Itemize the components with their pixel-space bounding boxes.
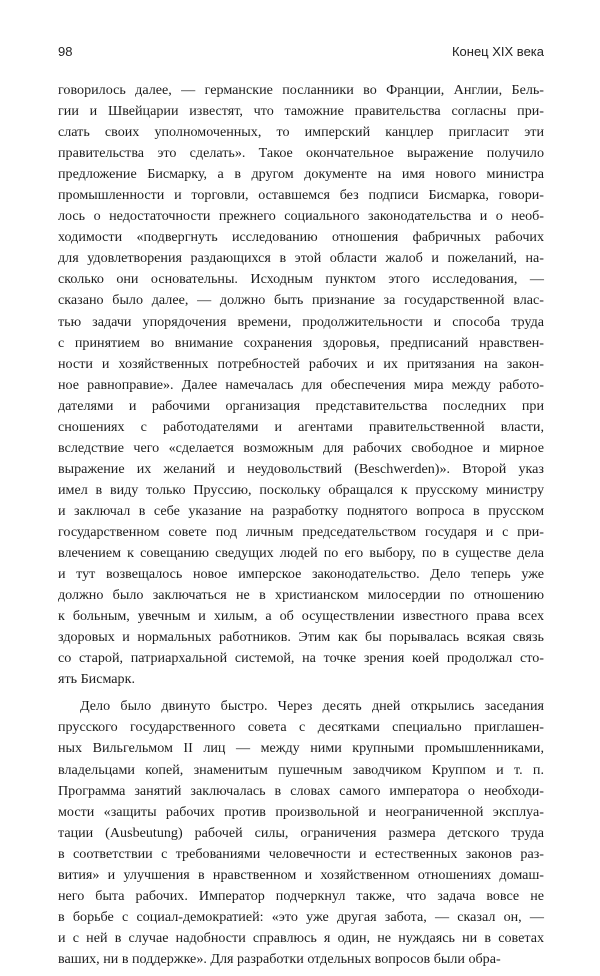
text-line: имел в виду только Пруссию, поскольку обращался к прусскому министру <box>58 481 544 498</box>
text-line: для удовлетворения раздающихся в этой области жалоб и пожеланий, на- <box>58 250 544 267</box>
paragraph-2 <box>58 696 544 970</box>
text-line: здоровых и нормальных работников. Этим как бы порывалась всякая связь <box>58 629 544 646</box>
text-line: промышленности и торговли, оставшемся без подписи Бисмарка, говори- <box>58 187 544 204</box>
text-line: с принятием во внимание сохранения здоровья, предписаний нравствен- <box>58 334 544 351</box>
text-line: владельцами копей, знаменитым пушечным заводчиком Круппом и т. п. <box>58 761 544 778</box>
text-line: к больным, увечным и хилым, а об осуществлении известного права всех <box>58 608 544 625</box>
text-line: сколько они основательны. Исходным пунктом этого исследования, — <box>58 271 544 288</box>
text-line: вития» и улучшения в нравственном и хозяйственном отношениях домаш- <box>58 866 544 883</box>
text-line: прусского государственного совета с десятками специально приглашен- <box>58 719 544 736</box>
text-line: тью задачи упорядочения времени, продолжительности и способа труда <box>58 313 544 330</box>
text-line: государственном совете под личным председательством государя и с при- <box>58 523 544 540</box>
text-line: со старой, патриархальной системой, на точке зрения коей продолжал сто- <box>58 650 544 667</box>
text-line: ходимости «подвергнуть исследованию отношения фабричных рабочих <box>58 229 544 246</box>
page-header <box>58 44 544 66</box>
text-line: вследствие чего «сделается возможным для рабочих свободное и мирное <box>58 439 544 456</box>
text-line: ваших, ни в поддержке». Для разработки отдельных вопросов были обра- <box>58 950 501 967</box>
text-line: Дело было двинуто быстро. Через десять дней открылись заседания <box>80 698 544 715</box>
text-line: в борьбе с социал-демократией: «это уже другая забота, — сказал он, — <box>58 908 544 925</box>
text-line: Программа занятий заключалась в словах самого императора о необходи- <box>58 782 544 799</box>
text-line: ять Бисмарк. <box>58 671 135 688</box>
body-text <box>58 80 544 976</box>
text-line: говорилось далее, — германские посланники во Франции, Англии, Бель- <box>58 82 544 98</box>
text-line: влечением к совещанию сведущих людей по его выбору, по в существе дела <box>58 545 544 562</box>
text-line: выражение их желаний и неудовольствий (Beschwerden)». Второй указ <box>58 460 544 477</box>
paragraph-1 <box>58 80 544 690</box>
text-line: правительства это сделать». Такое окончательное выражение получило <box>58 145 544 162</box>
text-line: ности и хозяйственных потребностей рабочих и их притязания на закон- <box>58 355 544 372</box>
page-number: 98 <box>58 44 73 59</box>
text-line: и заключал в себе указание на разработку поднятого вопроса в прусском <box>58 502 544 519</box>
text-line: него быта рабочих. Император подчеркнул также, что задача вовсе не <box>58 887 544 904</box>
text-line: тации (Ausbeutung) рабочей силы, ограничения размера детского труда <box>58 824 544 841</box>
text-line: предложение Бисмарку, а в другом документе на имя нового министра <box>58 166 544 183</box>
text-line: в соответствии с требованиями человечности и естественных законов раз- <box>58 845 544 862</box>
running-title: Конец XIX века <box>451 44 544 59</box>
text-line: ное равноправие». Далее намечалась для обеспечения мира между работо- <box>58 376 544 393</box>
text-line: лось о недостаточности прежнего социального законодательства и о необ- <box>58 208 544 225</box>
text-line: и с ней в случае надобности справлюсь я один, не нуждаясь ни в советах <box>58 929 544 946</box>
text-line: должно было заключаться не в христианском милосердии по отношению <box>58 587 544 604</box>
text-line: ных Вильгельмом II лиц — между ними крупными промышленниками, <box>58 740 544 757</box>
text-line: дателями и рабочими организация представительства последних при <box>58 397 544 414</box>
text-line: мости «защиты рабочих против произвольной и неограниченной эксплуа- <box>58 803 544 820</box>
text-line: гии и Швейцарии известят, что таможние правительства согласны при- <box>58 103 544 120</box>
text-line: сношениях с работодателями и агентами правительственной власти, <box>58 418 544 435</box>
text-line: и тут возвещалось новое имперское законодательство. Дело теперь уже <box>58 566 544 583</box>
text-line: слать своих уполномоченных, то имперский канцлер пригласит эти <box>58 124 544 141</box>
text-line: сказано было далее, — должно быть признание за государственной влас- <box>58 292 544 309</box>
